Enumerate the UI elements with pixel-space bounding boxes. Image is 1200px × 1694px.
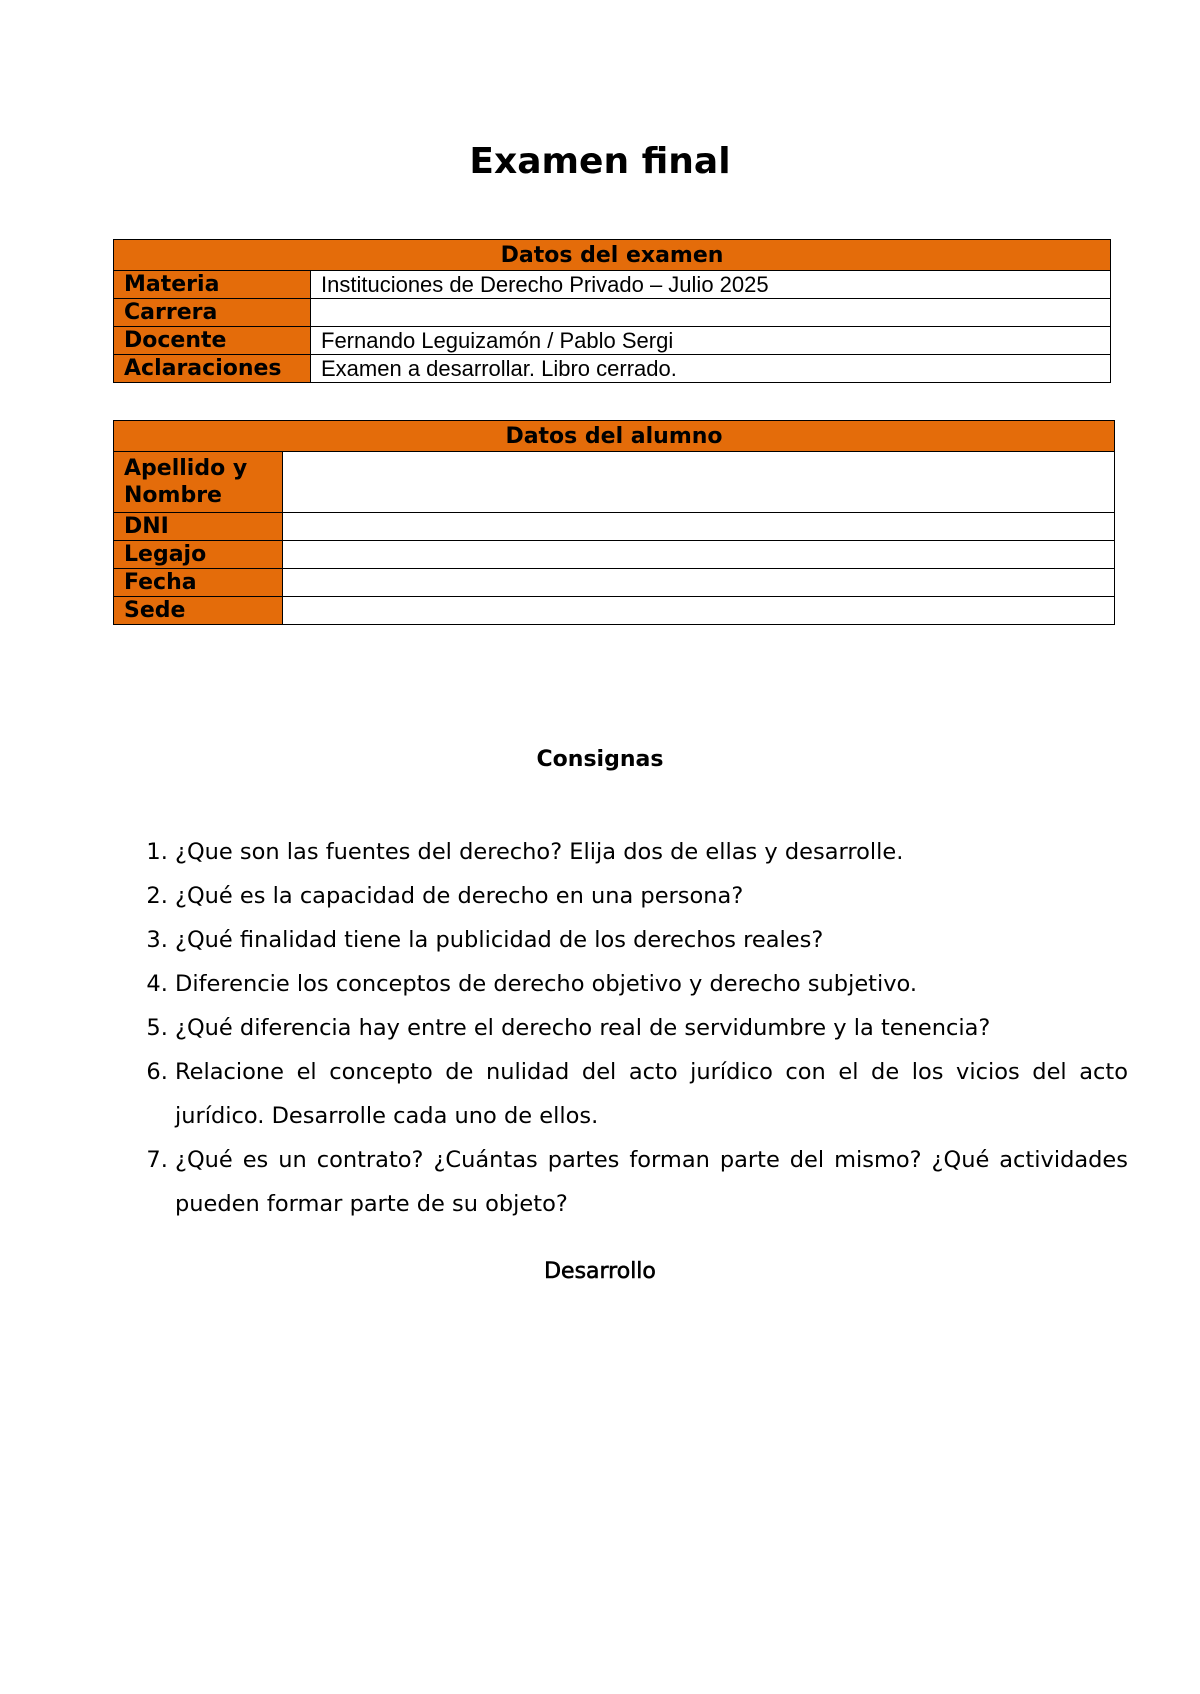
- table-row: [114, 327, 1111, 355]
- aclaraciones-label: Aclaraciones: [114, 355, 311, 383]
- table-row: [114, 513, 1115, 541]
- table-row: [114, 271, 1111, 299]
- student-data-heading: Datos del alumno: [114, 421, 1115, 452]
- legajo-label: Legajo: [114, 541, 283, 569]
- table-row: [114, 452, 1115, 513]
- consignas-heading: Consignas: [536, 747, 664, 772]
- sede-label: Sede: [114, 597, 283, 625]
- table-row: [114, 569, 1115, 597]
- fecha-field[interactable]: [283, 569, 1115, 597]
- carrera-value[interactable]: [311, 299, 1111, 327]
- materia-label: Materia: [114, 271, 311, 299]
- question-item: 4. Diferencie los conceptos de derecho objetivo y derecho subjetivo.: [175, 962, 1128, 1006]
- question-item: 1. ¿Que son las fuentes del derecho? Elija dos de ellas y desarrolle.: [175, 830, 1128, 874]
- question-item: 2. ¿Qué es la capacidad de derecho en una persona?: [175, 874, 1128, 918]
- dni-field[interactable]: [283, 513, 1115, 541]
- question-item: 6. Relacione el concepto de nulidad del acto jurídico con el de los vicios del acto jurídico. Desarrolle cada uno de ellos.: [175, 1050, 1128, 1138]
- student-data-table: [113, 420, 1115, 625]
- questions-list: [137, 830, 1128, 1226]
- question-item: 3. ¿Qué finalidad tiene la publicidad de los derechos reales?: [175, 918, 1128, 962]
- question-item: 7. ¿Qué es un contrato? ¿Cuántas partes forman parte del mismo? ¿Qué actividades pueden formar parte de su objeto?: [175, 1138, 1128, 1226]
- exam-data-heading: Datos del examen: [114, 240, 1111, 271]
- question-item: 5. ¿Qué diferencia hay entre el derecho real de servidumbre y la tenencia?: [175, 1006, 1128, 1050]
- docente-value: Fernando Leguizamón / Pablo Sergi: [311, 327, 1111, 355]
- materia-value: Instituciones de Derecho Privado – Julio 2025: [311, 271, 1111, 299]
- table-row: [114, 597, 1115, 625]
- fecha-label: Fecha: [114, 569, 283, 597]
- carrera-label: Carrera: [114, 299, 311, 327]
- aclaraciones-value: Examen a desarrollar. Libro cerrado.: [311, 355, 1111, 383]
- page-title: Examen final: [469, 141, 731, 182]
- exam-data-table: [113, 239, 1111, 383]
- desarrollo-heading: Desarrollo: [544, 1259, 656, 1284]
- table-row: [114, 541, 1115, 569]
- apellido-nombre-field[interactable]: [283, 452, 1115, 513]
- table-row: [114, 299, 1111, 327]
- legajo-field[interactable]: [283, 541, 1115, 569]
- table-row: [114, 355, 1111, 383]
- dni-label: DNI: [114, 513, 283, 541]
- docente-label: Docente: [114, 327, 311, 355]
- sede-field[interactable]: [283, 597, 1115, 625]
- apellido-nombre-label: Apellido y Nombre: [114, 452, 283, 513]
